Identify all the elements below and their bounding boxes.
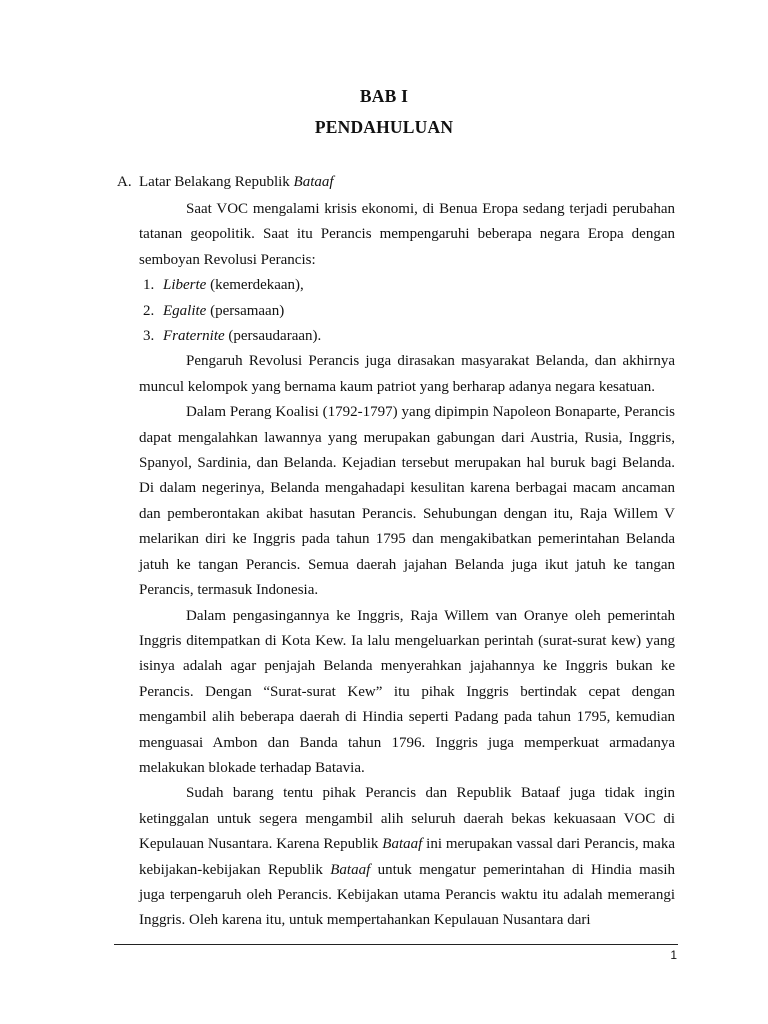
section-title-text: Latar Belakang Republik [139, 174, 294, 190]
footer-divider [114, 944, 678, 945]
paragraph-1: Saat VOC mengalami krisis ekonomi, di Benua Eropa sedang terjadi perubahan tatanan geopolitik. Saat itu Perancis mempengaruhi beberapa negara Eropa dengan semboyan Revolusi Perancis: [139, 201, 675, 268]
paragraph-3: Dalam Perang Koalisi (1792-1797) yang dipimpin Napoleon Bonaparte, Perancis dapat mengalahkan lawannya yang merupakan gabungan dari Austria, Rusia, Inggris, Spanyol, Sardinia, dan Belanda. Kejadian tersebut merupakan hal buruk bagi Belanda. Di dalam negerinya, Belanda mengahadapi kesulitan karena berbagai macam ancaman dan pemberontakan akibat hasutan Perancis. Sehubungan dengan itu, Raja Willem V melarikan diri ke Inggris pada tahun 1795 dan mengakibatkan pemerintahan Belanda jatuh ke tangan Perancis. Semua daerah jajahan Belanda juga ikut jatuh ke tangan Perancis, termasuk Indonesia. [139, 404, 675, 599]
list-item: 3. Fraternite (persaudaraan). [143, 328, 322, 345]
list-item: 1. Liberte (kemerdekaan), [143, 277, 304, 294]
paragraph-4: Dalam pengasingannya ke Inggris, Raja Willem van Oranye oleh pemerintah Inggris ditempatkan di Kota Kew. Ia lalu mengeluarkan perintah (surat-surat kew) yang isinya adalah agar penjajah Belanda menyerahkan jajahannya ke Inggris bukan ke Perancis. Dengan “Surat-surat Kew” itu pihak Inggris bertindak cepat dengan mengambil alih beberapa daerah di Hindia seperti Padang pada tahun 1795, kemudian menguasai Ambon dan Banda tahun 1796. Inggris juga memperkuat armadanya melakukan blokade terhadap Batavia. [139, 607, 675, 776]
document-body [139, 197, 675, 934]
paragraph-2: Pengaruh Revolusi Perancis juga dirasakan masyarakat Belanda, dan akhirnya muncul kelompok yang bernama kaum patriot yang berharap adanya negara kesatuan. [139, 353, 675, 395]
section-letter: A. [117, 174, 132, 190]
chapter-label: BAB I [359, 86, 409, 106]
list-item: 2. Egalite (persamaan) [143, 302, 285, 319]
motto-list [139, 273, 675, 349]
section-title-italic: Bataaf [293, 174, 334, 190]
section-heading [117, 173, 334, 191]
page-number: 1 [670, 948, 677, 962]
chapter-title: PENDAHULUAN [314, 117, 454, 137]
paragraph-5: Sudah barang tentu pihak Perancis dan Republik Bataaf juga tidak ingin ketinggalan untuk segera mengambil alih seluruh daerah bekas kekuasaan VOC di Kepulauan Nusantara. Karena Republik Bataaf ini merupakan vassal dari Perancis, maka kebijakan-kebijakan Republik Bataaf untuk mengatur pemerintahan di Hindia masih juga terpengaruh oleh Perancis. Kebijakan utama Perancis waktu itu adalah memerangi Inggris. Oleh karena itu, untuk mempertahankan Kepulauan Nusantara dari [139, 785, 675, 929]
